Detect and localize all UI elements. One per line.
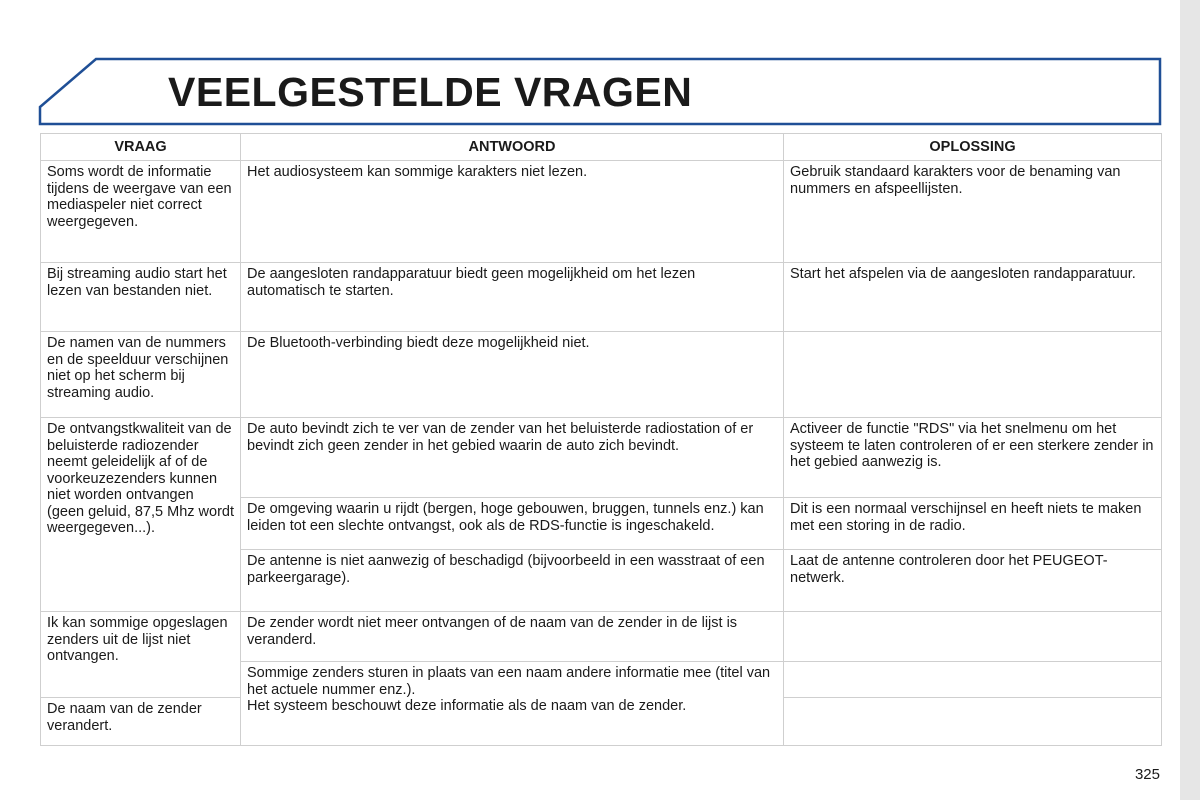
table-row: [41, 161, 1162, 263]
answer-cell: De auto bevindt zich te ver van de zender van het beluisterde radiostation of er bevindt zich geen zender in het gebied waarin de auto zich bevindt.: [241, 418, 784, 498]
solution-cell: [784, 698, 1162, 746]
answer-cell: De Bluetooth-verbinding biedt deze mogelijkheid niet.: [241, 332, 784, 418]
page-number: 325: [1134, 766, 1160, 783]
question-cell: De namen van de nummers en de speelduur verschijnen niet op het scherm bij streaming audio.: [41, 332, 241, 418]
answer-cell: De aangesloten randapparatuur biedt geen mogelijkheid om het lezen automatisch te starten.: [241, 263, 784, 332]
page-edge-strip: [1180, 0, 1200, 800]
answer-cell: [241, 662, 784, 746]
page-title: VEELGESTELDE VRAGEN: [168, 69, 693, 115]
solution-cell: [784, 332, 1162, 418]
table-row: [41, 263, 1162, 332]
solution-cell: Start het afspelen via de aangesloten randapparatuur.: [784, 263, 1162, 332]
question-cell: De ontvangstkwaliteit van de beluisterde radiozender neemt geleidelijk af of de voorkeuzezenders kunnen niet worden ontvangen (geen geluid, 87,5 Mhz wordt weergegeven...).: [41, 418, 241, 612]
answer-cell: De omgeving waarin u rijdt (bergen, hoge gebouwen, bruggen, tunnels enz.) kan leiden tot een slechte ontvangst, ook als de RDS-functie is ingeschakeld.: [241, 498, 784, 550]
solution-cell: [784, 612, 1162, 662]
shared-answer-text: Sommige zenders sturen in plaats van een naam andere informatie mee (titel van het actuele nummer enz.).: [247, 665, 771, 698]
faq-table: [40, 133, 1162, 746]
column-header-question: VRAAG: [41, 134, 241, 161]
shared-answer-text-2: Het systeem beschouwt deze informatie als de naam van de zender.: [247, 698, 687, 714]
answer-cell: De zender wordt niet meer ontvangen of de naam van de zender in de lijst is veranderd.: [241, 612, 784, 662]
solution-cell: Dit is een normaal verschijnsel en heeft niets te maken met een storing in de radio.: [784, 498, 1162, 550]
column-header-solution: OPLOSSING: [784, 134, 1162, 161]
solution-cell: [784, 662, 1162, 698]
question-cell: Ik kan sommige opgeslagen zenders uit de lijst niet ontvangen.: [41, 612, 241, 698]
column-header-answer: ANTWOORD: [241, 134, 784, 161]
table-row: [41, 332, 1162, 418]
question-cell: Bij streaming audio start het lezen van bestanden niet.: [41, 263, 241, 332]
solution-cell: Laat de antenne controleren door het PEUGEOT-netwerk.: [784, 550, 1162, 612]
table-row: [41, 418, 1162, 498]
question-cell: Soms wordt de informatie tijdens de weergave van een mediaspeler niet correct weergegeven.: [41, 161, 241, 263]
answer-cell: Het audiosysteem kan sommige karakters niet lezen.: [241, 161, 784, 263]
solution-cell: Activeer de functie "RDS" via het snelmenu om het systeem te laten controleren of er een sterkere zender in het gebied aanwezig is.: [784, 418, 1162, 498]
table-header-row: [41, 134, 1162, 161]
question-cell: De naam van de zender verandert.: [41, 698, 241, 746]
answer-cell: De antenne is niet aanwezig of beschadigd (bijvoorbeeld in een wasstraat of een parkeergarage).: [241, 550, 784, 612]
solution-cell: Gebruik standaard karakters voor de benaming van nummers en afspeellijsten.: [784, 161, 1162, 263]
table-row: [41, 612, 1162, 662]
